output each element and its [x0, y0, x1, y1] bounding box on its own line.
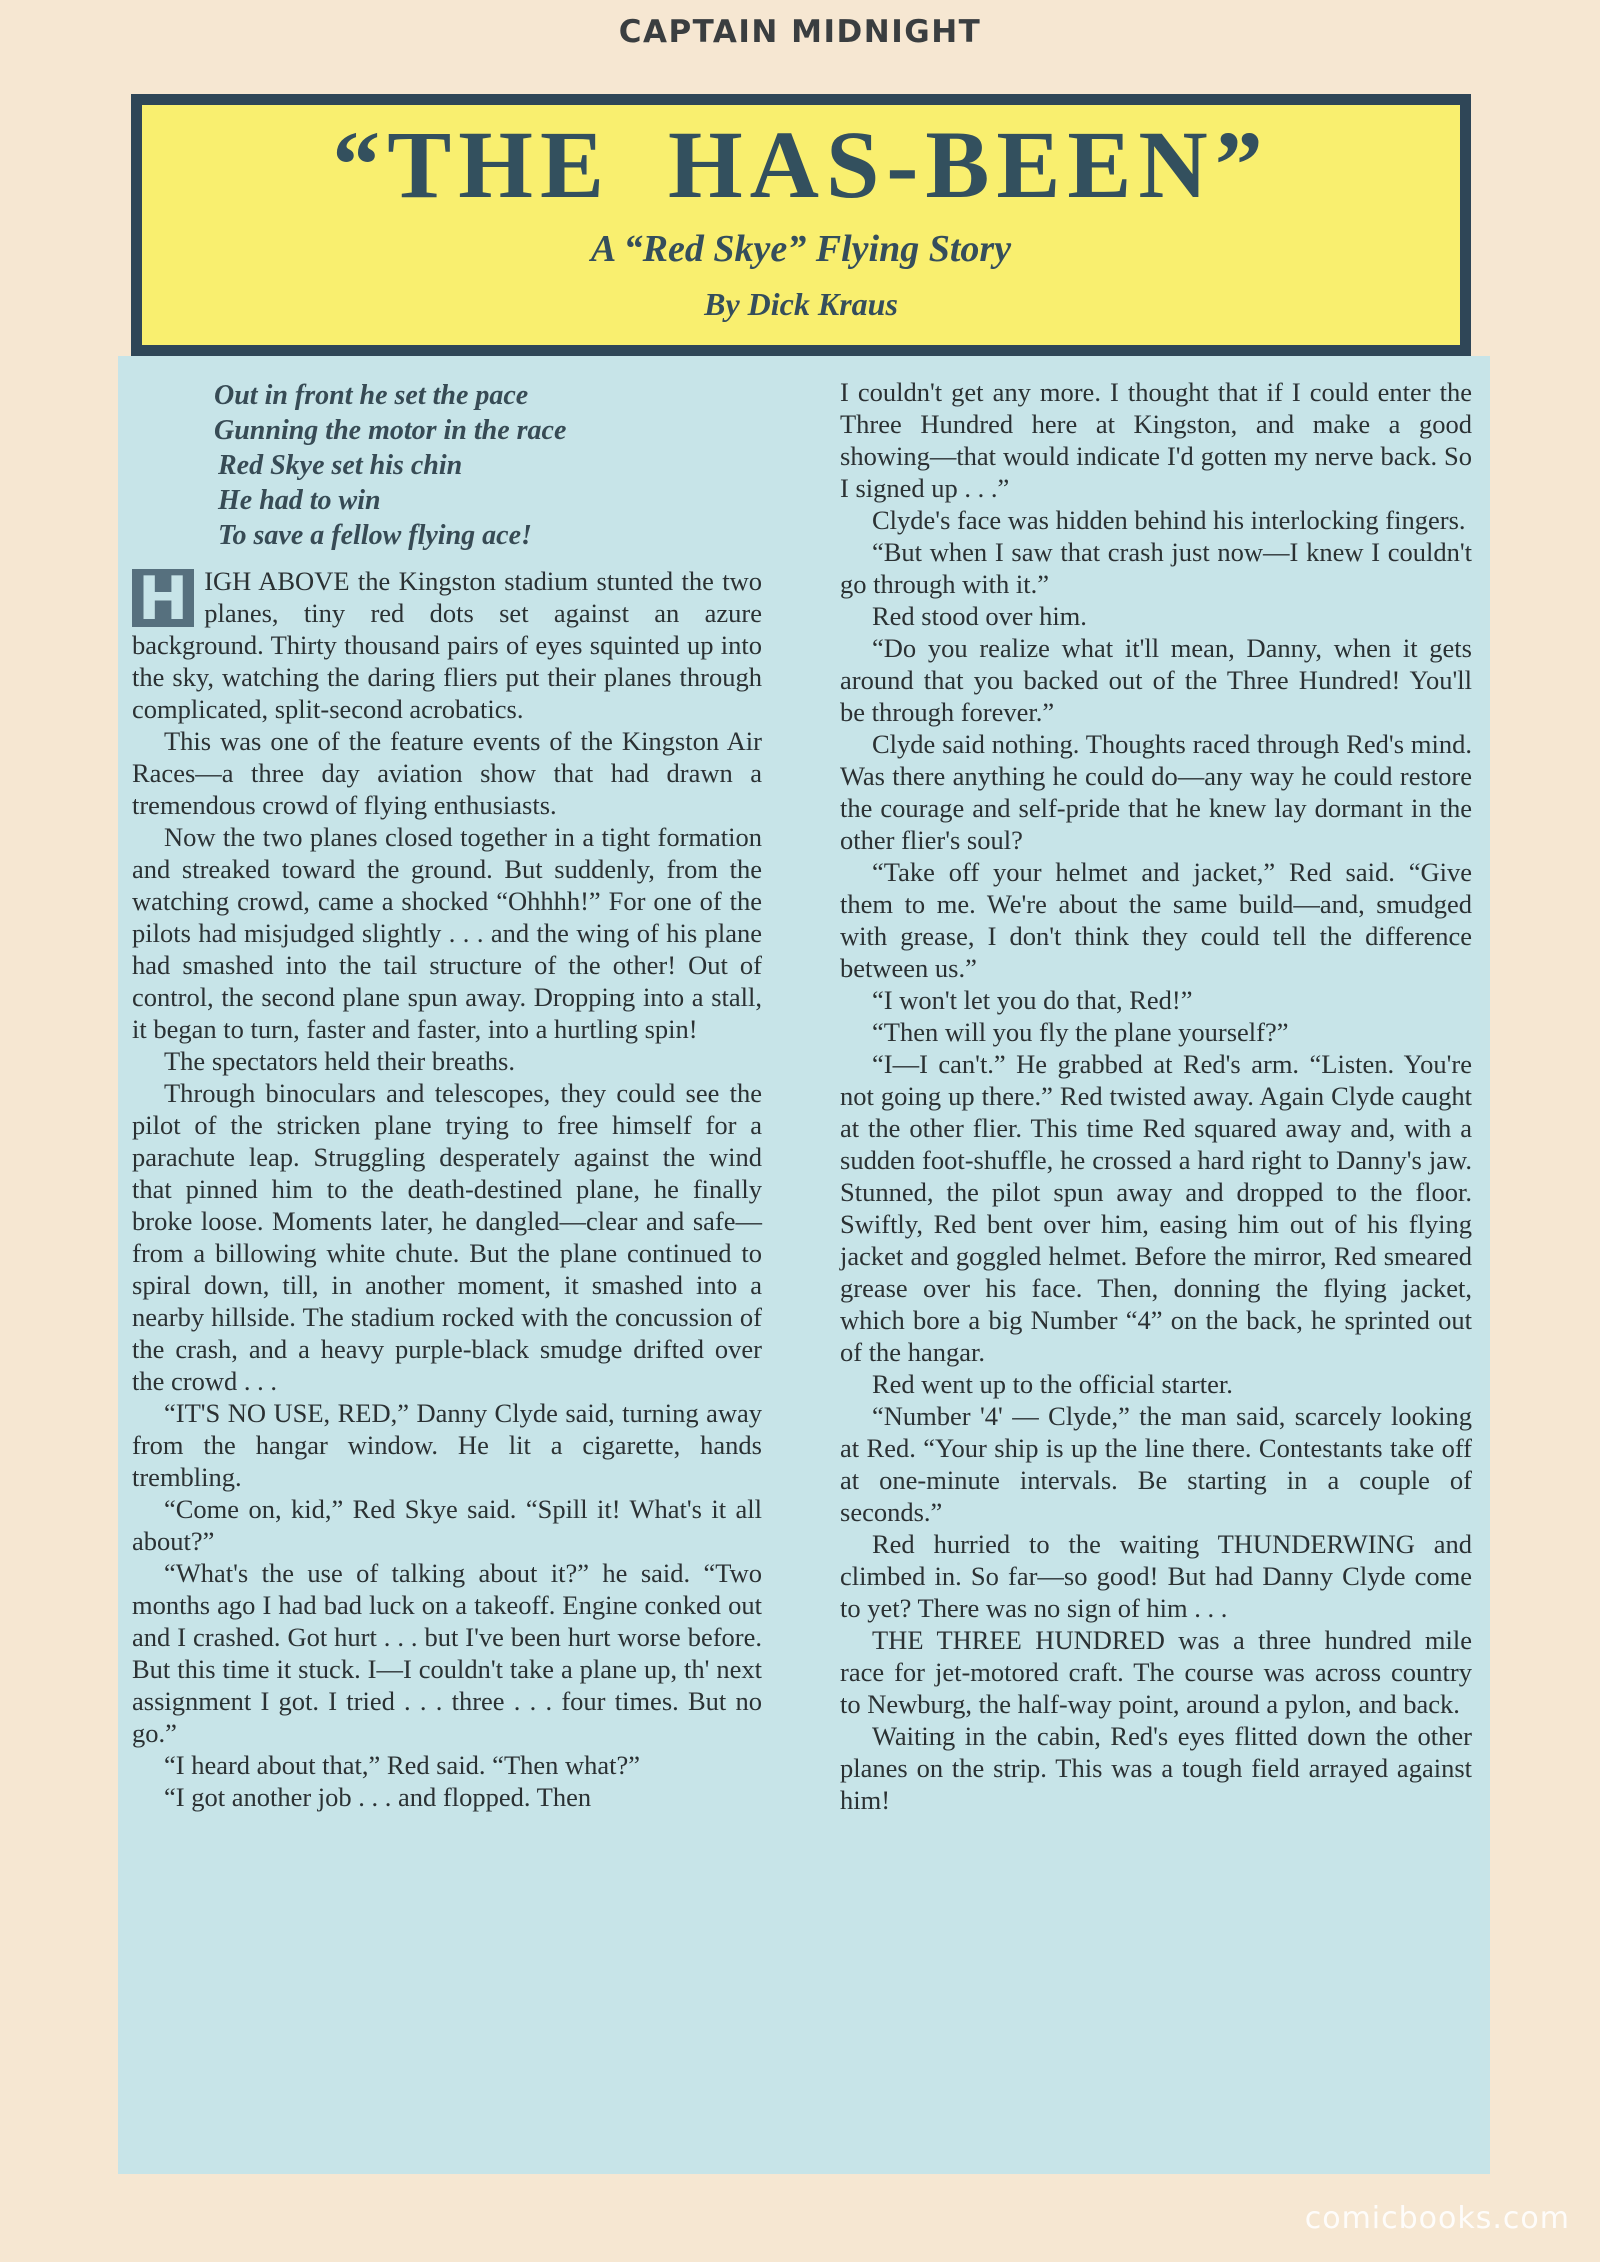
paragraph: THE THREE HUNDRED was a three hundred mile race for jet-motored craft. The course was across country to Newburg, the half-way point, around a pylon, and back.	[840, 1625, 1472, 1719]
paragraph: Waiting in the cabin, Red's eyes flitted down the other planes on the strip. This was a tough field arrayed against him!	[840, 1721, 1472, 1815]
paragraph: “Then will you fly the plane yourself?”	[872, 1017, 1289, 1047]
poem-line: Gunning the motor in the race	[214, 415, 567, 446]
first-paragraph-text: IGH ABOVE the Kingston stadium stunted the two planes, tiny red dots set against an azure background. Thirty thousand pairs of eyes squinted up into the sky, watching the daring fliers put their planes through complicated, split-second acrobatics.	[132, 566, 762, 724]
paragraph: Red went up to the official starter.	[872, 1369, 1233, 1399]
paragraph: “Take off your helmet and jacket,” Red said. “Give them to me. We're about the same build—and, smudged with grease, I don't think they could tell the difference between us.”	[840, 857, 1472, 983]
paragraph: “I—I can't.” He grabbed at Red's arm. “Listen. You're not going up there.” Red twisted away. Again Clyde caught at the other flier. This time Red squared away and, with a sudden foot-shuffle, he crossed a hard right to Danny's jaw. Stunned, the pilot spun away and dropped to the floor. Swiftly, Red bent over him, easing him out of his flying jacket and goggled helmet. Before the mirror, Red smeared grease over his face. Then, donning the flying jacket, which bore a big Number “4” on the back, he sprinted out of the hangar.	[840, 1049, 1472, 1367]
paragraph: Red hurried to the waiting THUNDERWING and climbed in. So far—so good! But had Danny Clyde come to yet? There was no sign of him . . .	[840, 1529, 1472, 1623]
poem-line: Out in front he set the pace	[214, 380, 529, 411]
poem-line: Red Skye set his chin	[218, 450, 463, 481]
paragraph: “But when I saw that crash just now—I knew I couldn't go through with it.”	[840, 537, 1472, 599]
paragraph: “I heard about that,” Red said. “Then what?”	[164, 1750, 641, 1780]
paragraph: Red stood over him.	[872, 601, 1087, 631]
paragraph: Clyde's face was hidden behind his interlocking fingers.	[872, 505, 1466, 535]
story-title: “THE HAS-BEEN”	[332, 111, 1270, 218]
right-column	[840, 376, 1472, 1816]
poem	[214, 378, 762, 553]
paragraph: Clyde said nothing. Thoughts raced through Red's mind. Was there anything he could do—any way he could restore the courage and self-pride that he knew lay dormant in the other flier's soul?	[840, 729, 1472, 855]
paragraph: The spectators held their breaths.	[164, 1046, 515, 1076]
paragraph: Now the two planes closed together in a tight formation and streaked toward the ground. But suddenly, from the watching crowd, came a shocked “Ohhhh!” For one of the pilots had misjudged slightly . . . and the wing of his plane had smashed into the tail structure of the other! Out of control, the second plane spun away. Dropping into a stall, it began to turn, faster and faster, into a hurtling spin!	[132, 822, 762, 1044]
masthead: CAPTAIN MIDNIGHT	[618, 14, 982, 50]
paragraph: “I won't let you do that, Red!”	[872, 985, 1193, 1015]
paragraph: “Do you realize what it'll mean, Danny, when it gets around that you backed out of the Three Hundred! You'll be through forever.”	[840, 633, 1472, 727]
byline: By Dick Kraus	[704, 286, 898, 322]
watermark: comicbooks.com	[1304, 2201, 1570, 2236]
paragraph: Through binoculars and telescopes, they could see the pilot of the stricken plane trying to free himself for a parachute leap. Struggling desperately against the wind that pinned him to the death-destined plane, he finally broke loose. Moments later, he dangled—clear and safe—from a billowing white chute. But the plane continued to spiral down, till, in another moment, it smashed into a nearby hillside. The stadium rocked with the concussion of the crash, and a heavy purple-black smudge drifted over the crowd . . .	[132, 1078, 762, 1396]
paragraph: “Number '4' — Clyde,” the man said, scarcely looking at Red. “Your ship is up the line there. Contestants take off at one-minute intervals. Be starting in a couple of seconds.”	[840, 1401, 1472, 1527]
left-column	[132, 378, 762, 1813]
paragraph: “Come on, kid,” Red Skye said. “Spill it! What's it all about?”	[132, 1494, 762, 1556]
continued-paragraph: I couldn't get any more. I thought that if I could enter the Three Hundred here at Kingston, and make a good showing—that would indicate I'd gotten my nerve back. So I signed up . . .”	[840, 377, 1472, 503]
story-subtitle: A “Red Skye” Flying Story	[590, 228, 1012, 270]
first-paragraph	[132, 565, 762, 725]
paragraph: “What's the use of talking about it?” he said. “Two months ago I had bad luck on a takeoff. Engine conked out and I crashed. Got hurt . . . but I've been hurt worse before. But this time it stuck. I—I couldn't take a plane up, th' next assignment I got. I tried . . . three . . . four times. But no go.”	[132, 1558, 762, 1748]
poem-line: He had to win	[218, 485, 381, 516]
paragraph: This was one of the feature events of the Kingston Air Races—a three day aviation show that had drawn a tremendous crowd of flying enthusiasts.	[132, 726, 762, 820]
paragraph: “IT'S NO USE, RED,” Danny Clyde said, turning away from the hangar window. He lit a cigarette, hands trembling.	[132, 1398, 762, 1492]
drop-cap: H	[132, 569, 194, 627]
paragraph: “I got another job . . . and flopped. Then	[164, 1782, 592, 1812]
title-banner	[131, 94, 1471, 356]
poem-line: To save a fellow flying ace!	[218, 520, 532, 551]
